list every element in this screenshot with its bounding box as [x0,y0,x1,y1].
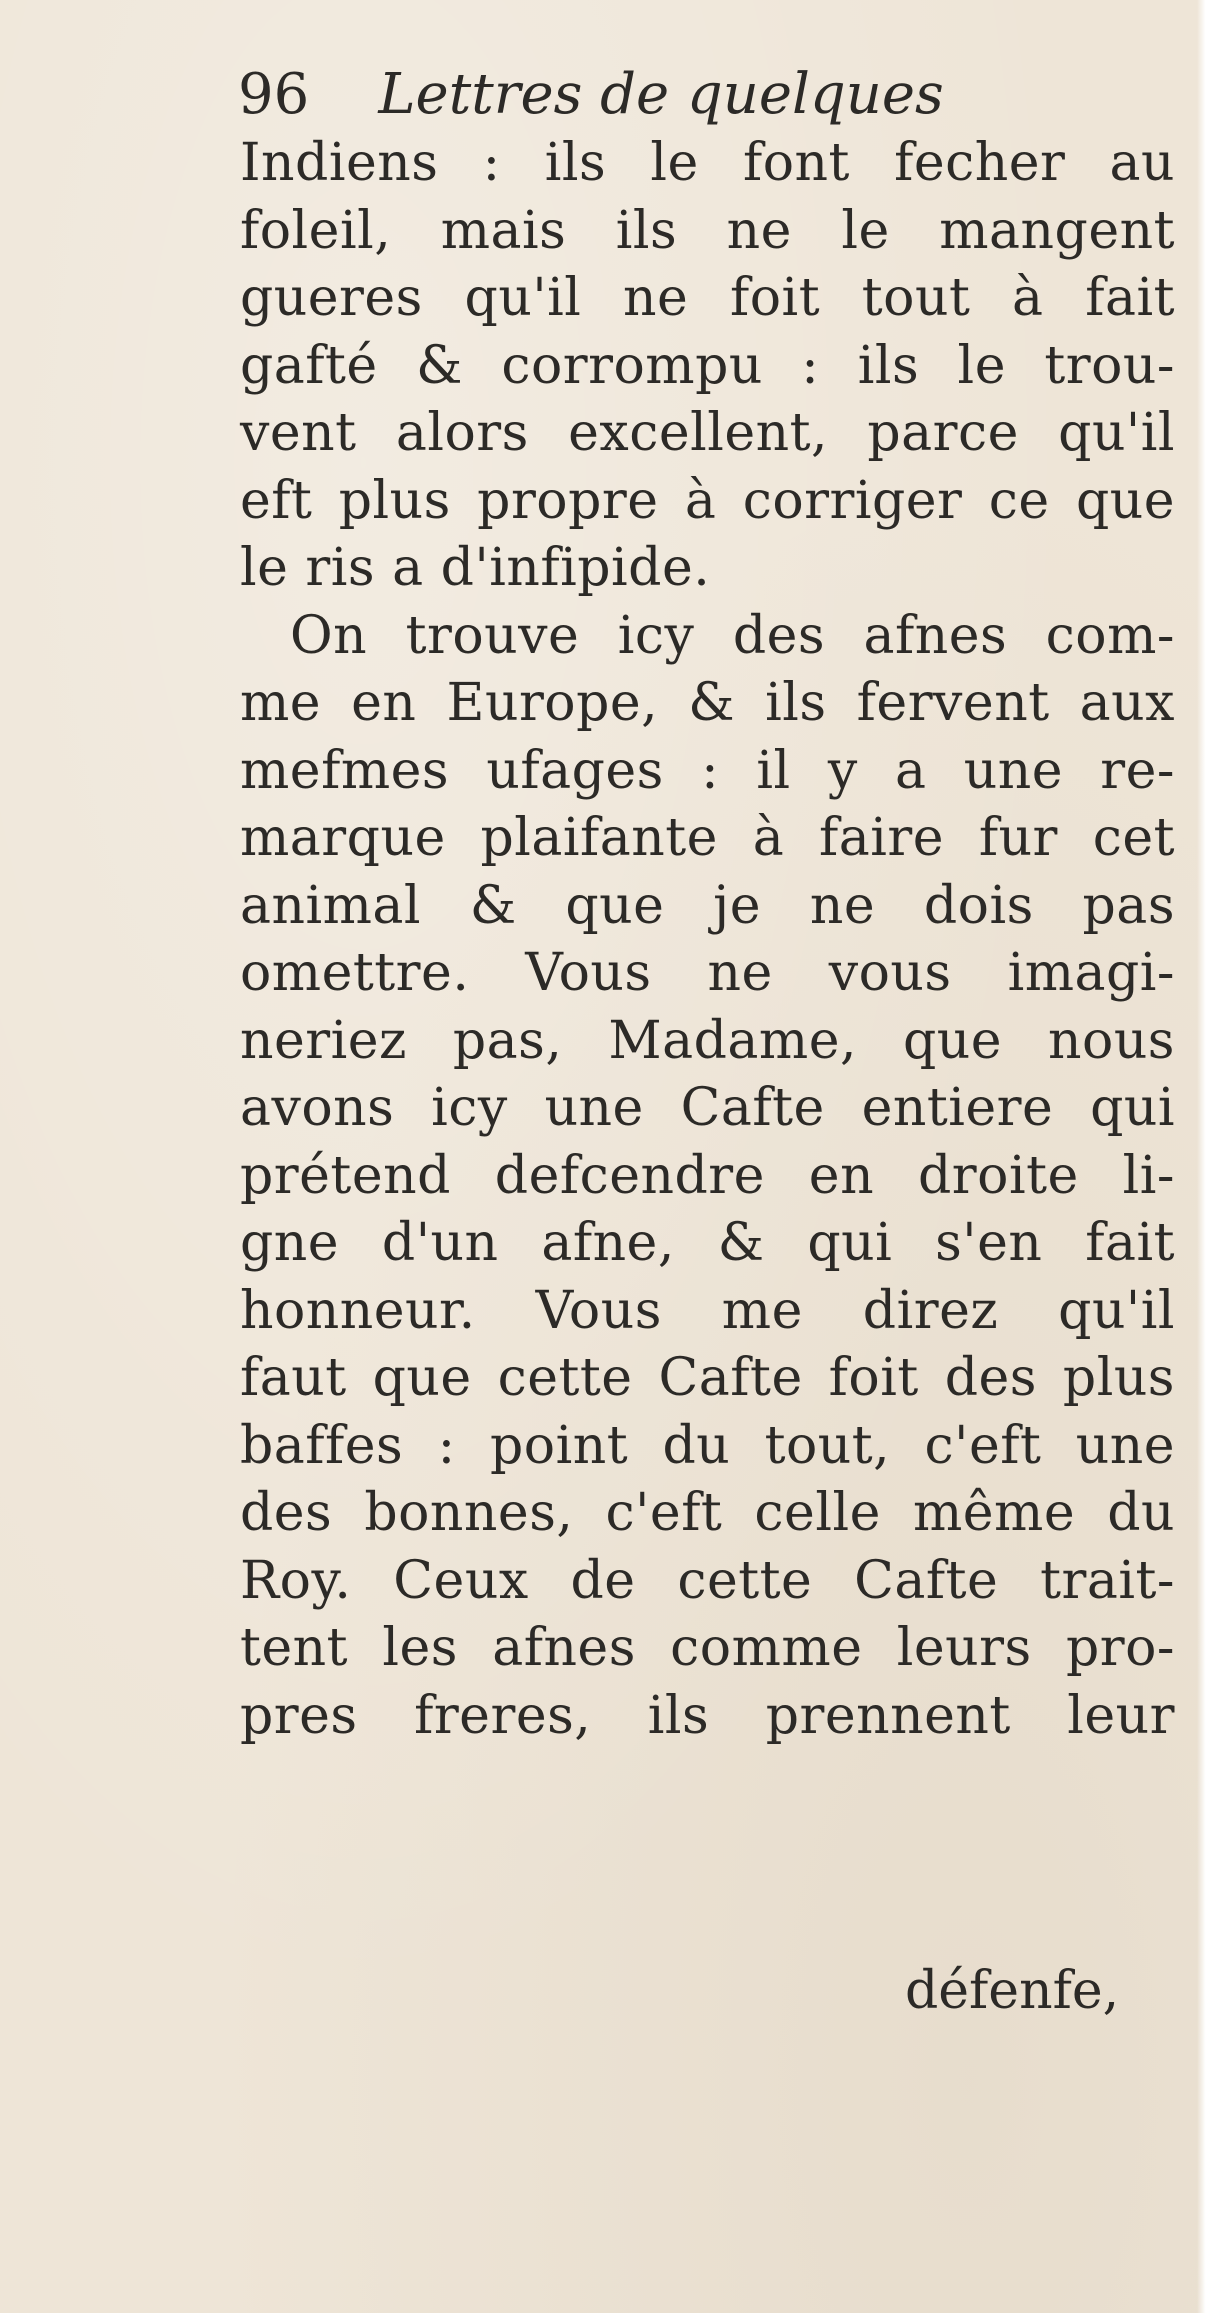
page-number: 96 [238,62,310,127]
text-line: gne d'un afne, & qui s'en fait [240,1213,1175,1273]
text-line: des bonnes, c'eft celle même du [240,1483,1175,1543]
text-line-paragraph-start: On trouve icy des afnes com- [290,605,1175,666]
text-line: faut que cette Cafte foit des plus [240,1348,1175,1408]
text-line: Indiens : ils le font fecher au [240,133,1175,193]
catchword: défenfe, [905,1961,1120,2021]
text-line: foleil, mais ils ne le mangent [240,200,1175,261]
page-edge [1197,0,1211,2313]
text-line: animal & que je ne dois pas [240,875,1175,936]
text-line: avons icy une Cafte entiere qui [240,1078,1175,1138]
text-line: Roy. Ceux de cette Cafte trait- [240,1550,1175,1611]
text-line: honneur. Vous me direz qu'il [240,1280,1175,1341]
text-line: gueres qu'il ne foit tout à fait [240,268,1175,328]
text-line: neriez pas, Madame, que nous [240,1010,1175,1071]
text-line: omettre. Vous ne vous imagi- [240,943,1175,1003]
text-line: vent alors excellent, parce qu'il [240,403,1175,463]
text-line: gafté & corrompu : ils le trou- [240,335,1175,396]
text-line: baffes : point du tout, c'eft une [240,1415,1175,1476]
running-title: Lettres de quelques [378,62,944,127]
text-line: mefmes ufages : il y a une re- [240,740,1175,801]
text-line: prétend defcendre en droite li- [240,1145,1175,1206]
text-line: tent les afnes comme leurs pro- [240,1618,1175,1678]
text-line: me en Europe, & ils fervent aux [240,673,1175,733]
text-line-paragraph-end: le ris a d'infipide. [240,538,711,598]
text-line: eft plus propre à corriger ce que [240,470,1175,531]
text-line: pres freres, ils prennent leur [240,1685,1175,1746]
body-text [240,130,1175,1750]
text-line: marque plaifante à faire fur cet [240,808,1175,868]
